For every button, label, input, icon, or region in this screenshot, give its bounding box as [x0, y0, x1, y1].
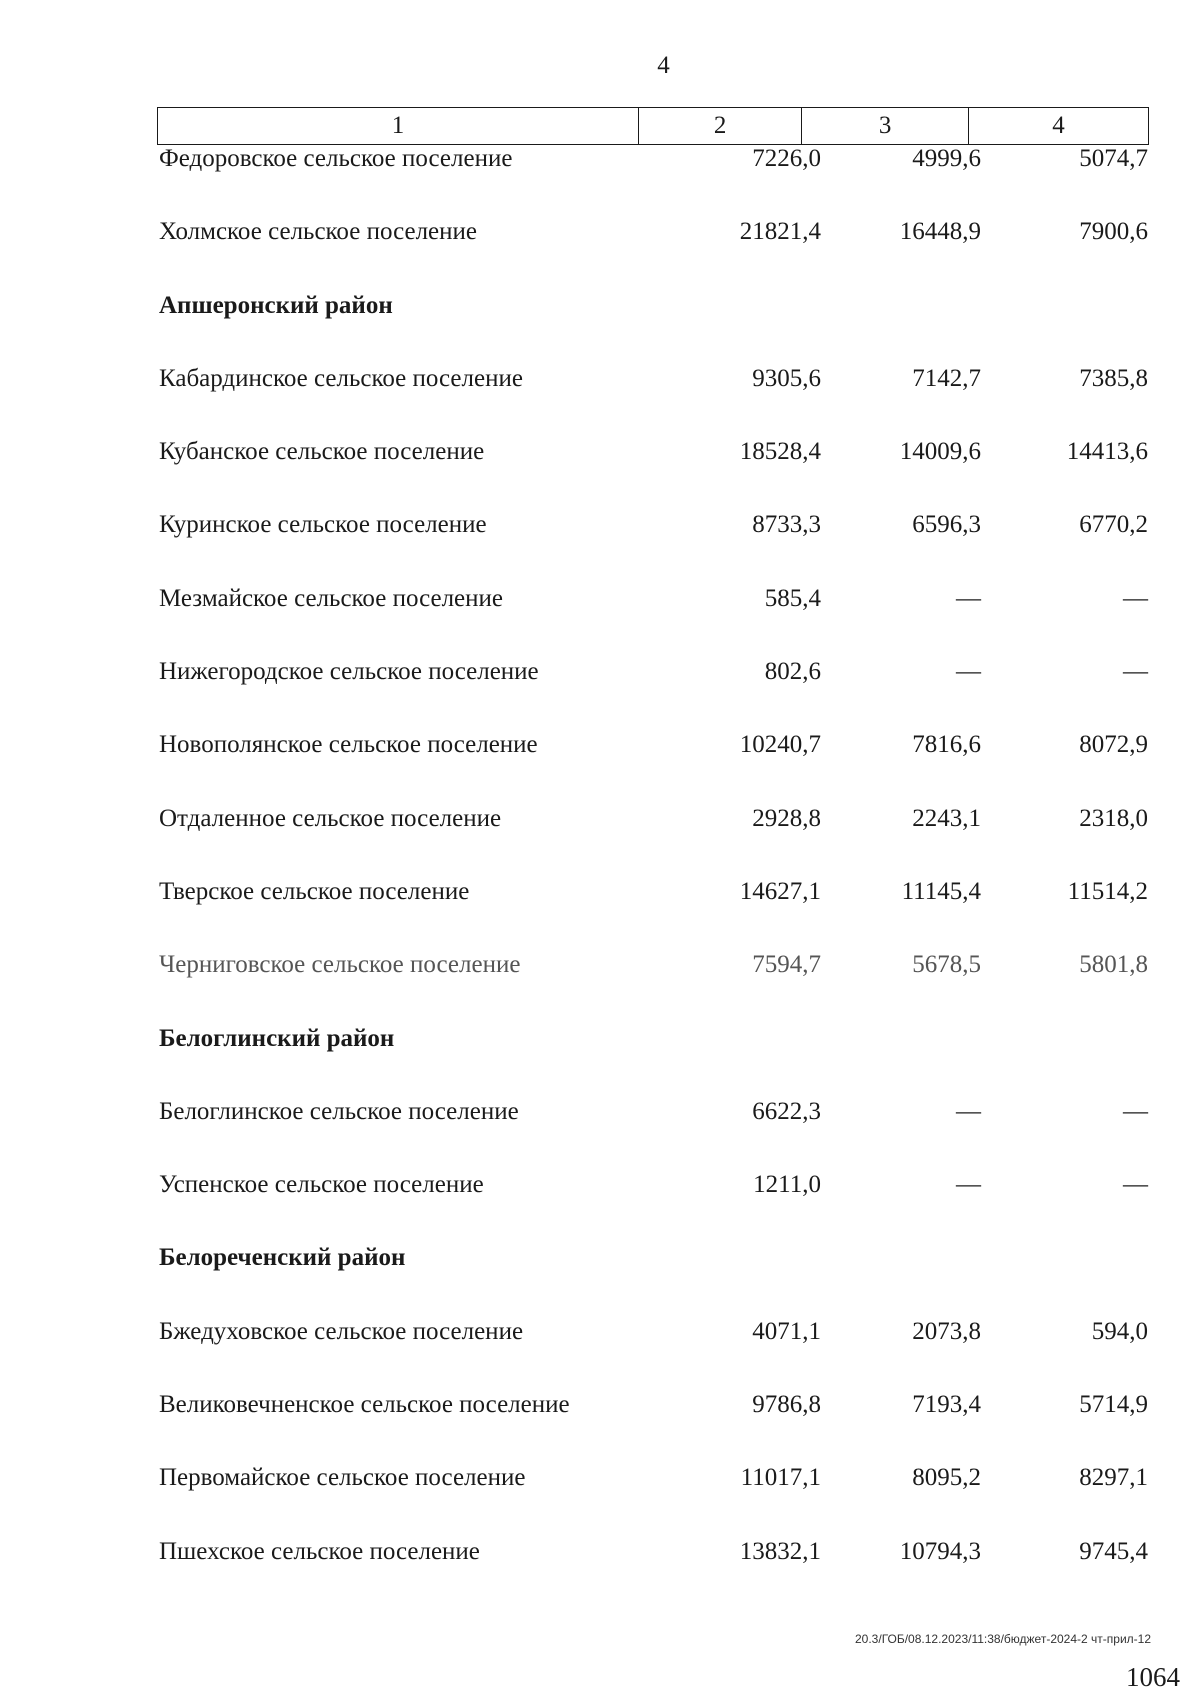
value-column-2: 13832,1 — [739, 1537, 821, 1565]
value-column-3: — — [956, 1171, 981, 1199]
value-column-2: 9786,8 — [752, 1391, 821, 1419]
value-column-2: 6622,3 — [752, 1097, 821, 1125]
table-row — [157, 1098, 1149, 1171]
value-column-2: 802,6 — [764, 658, 821, 686]
column-1-header: 1 — [158, 108, 639, 145]
table-row — [157, 145, 1149, 218]
value-column-2: 7594,7 — [752, 951, 821, 979]
table-row — [157, 1171, 1149, 1244]
table-row — [157, 1464, 1149, 1537]
value-column-4: 7385,8 — [1079, 364, 1148, 392]
value-column-2: 14627,1 — [739, 877, 821, 905]
settlement-name: Куринское сельское поселение — [159, 511, 487, 539]
settlement-name: Великовечненское сельское поселение — [159, 1391, 570, 1419]
table-row — [157, 1318, 1149, 1391]
value-column-4: 8297,1 — [1079, 1464, 1148, 1492]
value-column-4: 11514,2 — [1067, 877, 1148, 905]
settlement-name: Пшехское сельское поселение — [159, 1537, 480, 1565]
value-column-2: 9305,6 — [752, 364, 821, 392]
document-code: 20.3/ГОБ/08.12.2023/11:38/бюджет-2024-2 чт-прил-12 — [855, 1632, 1151, 1646]
table-row — [157, 1391, 1149, 1464]
settlement-name: Тверское сельское поселение — [159, 877, 470, 905]
column-number-header — [157, 107, 1149, 145]
value-column-2: 8733,3 — [752, 511, 821, 539]
value-column-4: 8072,9 — [1079, 731, 1148, 759]
value-column-3: 11145,4 — [901, 877, 981, 905]
value-column-3: 10794,3 — [899, 1537, 981, 1565]
column-2-header: 2 — [638, 108, 801, 145]
table-row — [157, 438, 1149, 511]
district-name: Белоглинский район — [159, 1024, 395, 1052]
district-heading-row — [157, 1244, 1149, 1317]
settlement-name: Нижегородское сельское поселение — [159, 658, 539, 686]
sheet-number: 1064 — [1126, 1662, 1180, 1692]
value-column-3: 16448,9 — [899, 218, 981, 246]
table-row — [157, 731, 1149, 804]
value-column-4: — — [1123, 1097, 1148, 1125]
value-column-3: 8095,2 — [912, 1464, 981, 1492]
settlement-name: Успенское сельское поселение — [159, 1171, 484, 1199]
settlement-name: Кубанское сельское поселение — [159, 438, 485, 466]
value-column-4: 2318,0 — [1079, 804, 1148, 832]
page-number: 4 — [657, 52, 670, 79]
settlement-name: Мезмайское сельское поселение — [159, 584, 503, 612]
value-column-3: — — [956, 658, 981, 686]
value-column-3: 14009,6 — [899, 438, 981, 466]
value-column-3: — — [956, 584, 981, 612]
value-column-2: 1211,0 — [753, 1171, 821, 1199]
value-column-2: 10240,7 — [739, 731, 821, 759]
value-column-4: 7900,6 — [1079, 218, 1148, 246]
value-column-2: 11017,1 — [740, 1464, 821, 1492]
table-row — [157, 365, 1149, 438]
value-column-2: 2928,8 — [752, 804, 821, 832]
table-row — [157, 951, 1149, 1024]
table-row — [157, 878, 1149, 951]
table-row — [157, 585, 1149, 658]
value-column-4: 6770,2 — [1079, 511, 1148, 539]
value-column-3: 7142,7 — [912, 364, 981, 392]
value-column-3: 2243,1 — [912, 804, 981, 832]
value-column-4: 594,0 — [1091, 1317, 1148, 1345]
table-row — [157, 1538, 1149, 1611]
value-column-3: 7193,4 — [912, 1391, 981, 1419]
value-column-4: — — [1123, 1171, 1148, 1199]
value-column-3: 6596,3 — [912, 511, 981, 539]
value-column-2: 7226,0 — [752, 145, 821, 172]
value-column-4: 5714,9 — [1079, 1391, 1148, 1419]
column-3-header: 3 — [802, 108, 969, 145]
value-column-2: 4071,1 — [752, 1317, 821, 1345]
table-row — [157, 805, 1149, 878]
value-column-3: 4999,6 — [912, 145, 981, 172]
settlement-name: Кабардинское сельское поселение — [159, 364, 523, 392]
value-column-4: — — [1123, 658, 1148, 686]
table-row — [157, 511, 1149, 584]
table-body — [157, 145, 1149, 1611]
value-column-2: 18528,4 — [739, 438, 821, 466]
value-column-3: 7816,6 — [912, 731, 981, 759]
settlement-name: Федоровское сельское поселение — [159, 145, 513, 172]
settlement-name: Новополянское сельское поселение — [159, 731, 538, 759]
value-column-2: 585,4 — [764, 584, 821, 612]
table-row — [157, 218, 1149, 291]
settlement-name: Белоглинское сельское поселение — [159, 1097, 519, 1125]
settlement-name: Бжедуховское сельское поселение — [159, 1317, 524, 1345]
settlement-name: Черниговское сельское поселение — [159, 951, 521, 979]
district-heading-row — [157, 1025, 1149, 1098]
value-column-3: 2073,8 — [912, 1317, 981, 1345]
value-column-4: 14413,6 — [1066, 438, 1148, 466]
district-name: Белореченский район — [159, 1244, 406, 1272]
value-column-4: 5074,7 — [1079, 145, 1148, 172]
value-column-4: — — [1123, 584, 1148, 612]
table-row — [157, 658, 1149, 731]
column-4-header: 4 — [968, 108, 1148, 145]
district-heading-row — [157, 292, 1149, 365]
value-column-2: 21821,4 — [739, 218, 821, 246]
settlement-name: Первомайское сельское поселение — [159, 1464, 526, 1492]
value-column-4: 5801,8 — [1079, 951, 1148, 979]
district-name: Апшеронский район — [159, 291, 393, 319]
settlement-name: Холмское сельское поселение — [159, 218, 477, 246]
value-column-4: 9745,4 — [1079, 1537, 1148, 1565]
settlement-name: Отдаленное сельское поселение — [159, 804, 502, 832]
value-column-3: 5678,5 — [912, 951, 981, 979]
value-column-3: — — [956, 1097, 981, 1125]
